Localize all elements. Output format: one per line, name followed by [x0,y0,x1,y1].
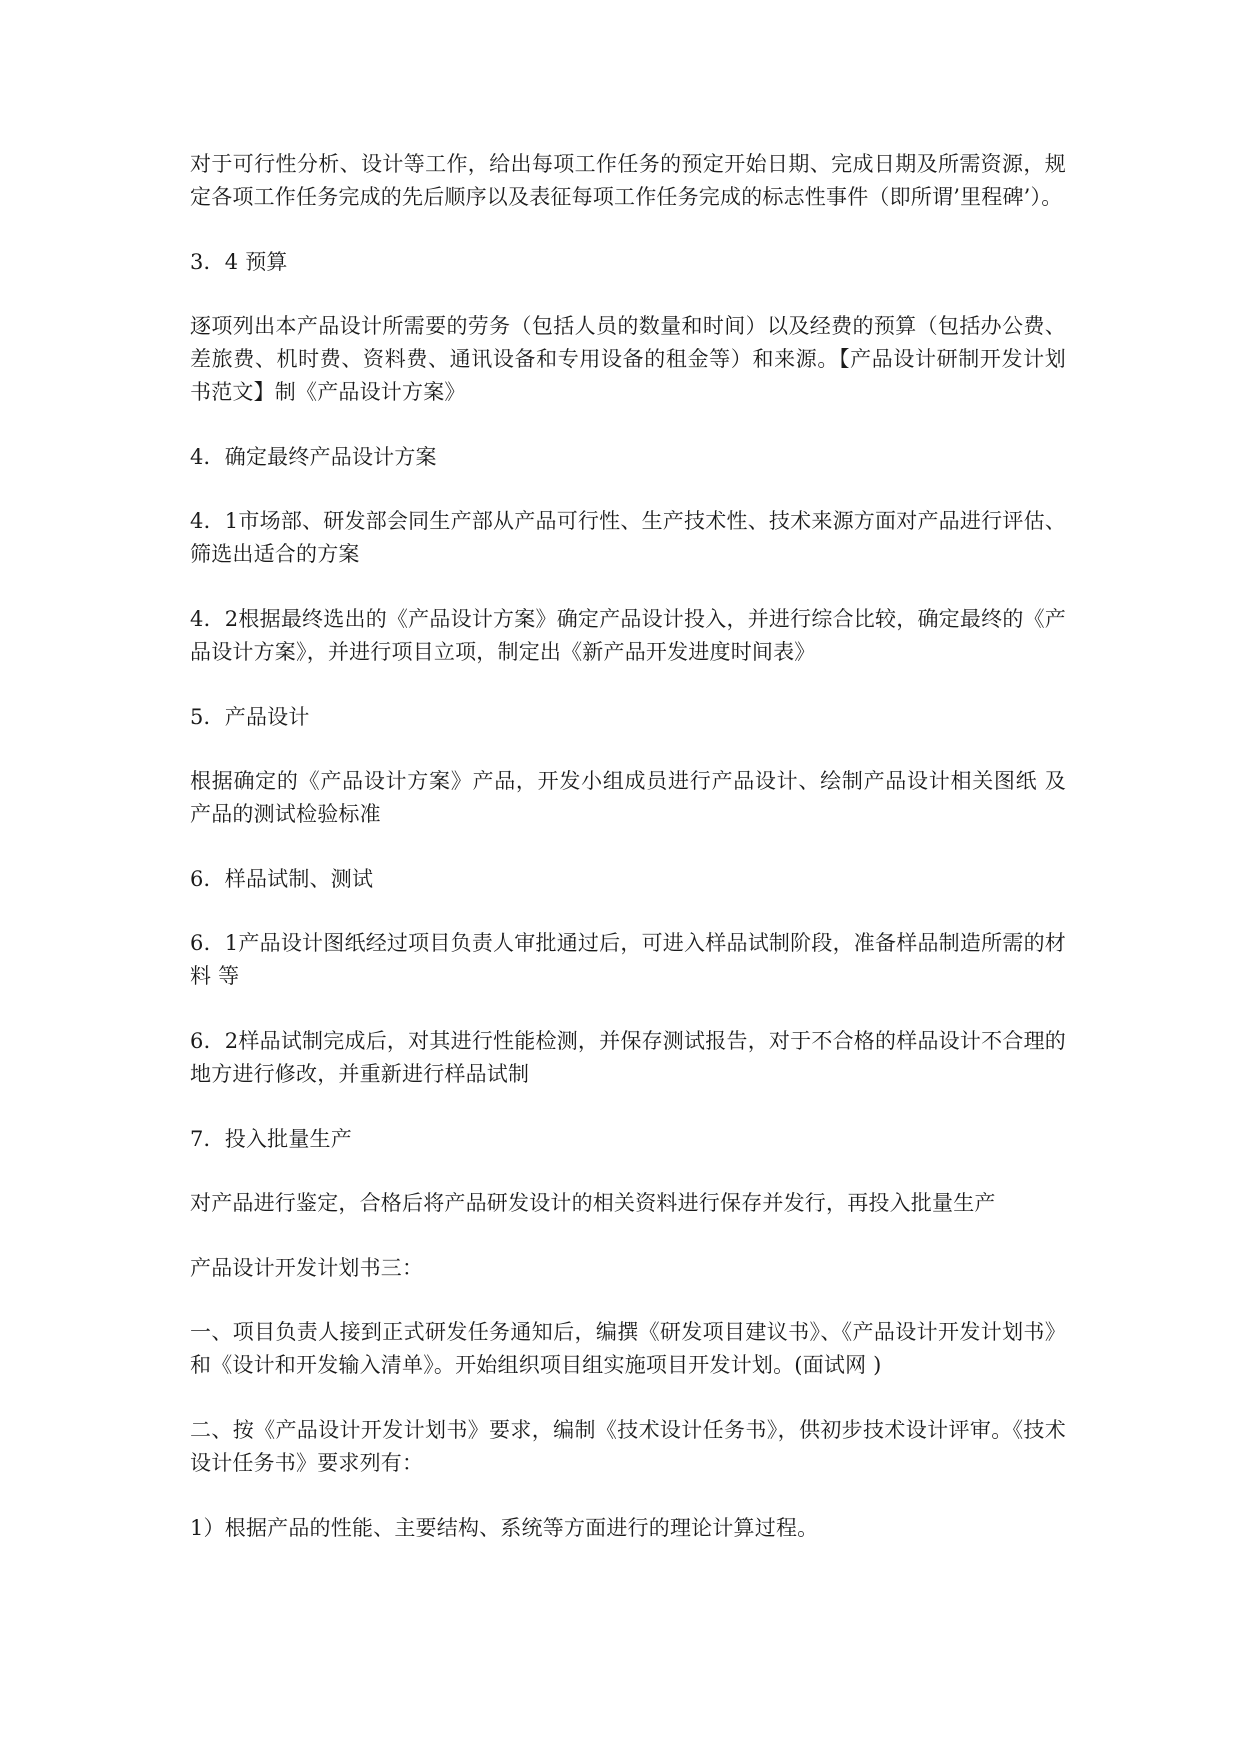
paragraph-budget: 逐项列出本产品设计所需要的劳务（包括人员的数量和时间）以及经费的预算（包括办公费、差旅费、机时费、资料费、通讯设备和专用设备的租金等）和来源。【产品设计研制开发计划书范文】制《产品设计方案》 [190,314,1066,404]
paragraph-6-1: 6．1产品设计图纸经过项目负责人审批通过后，可进入样品试制阶段，准备样品制造所需的材料 等 [190,931,1066,988]
heading-plan-three: 产品设计开发计划书三： [190,1256,424,1280]
heading-7-mass-production: 7．投入批量生产 [190,1127,352,1151]
heading-5-product-design: 5．产品设计 [190,705,310,729]
heading-3-4-budget: 3．4 预算 [190,250,288,274]
paragraph-5: 根据确定的《产品设计方案》产品，开发小组成员进行产品设计、绘制产品设计相关图纸 及产品的测试检验标准 [190,769,1066,826]
paragraph-sub-item-1: 1）根据产品的性能、主要结构、系统等方面进行的理论计算过程。 [190,1516,819,1540]
paragraph-6-2: 6．2样品试制完成后，对其进行性能检测，并保存测试报告，对于不合格的样品设计不合理的地方进行修改，并重新进行样品试制 [190,1029,1066,1086]
heading-6-sample-trial: 6．样品试制、测试 [190,867,374,891]
paragraph-4-1: 4．1市场部、研发部会同生产部从产品可行性、生产技术性、技术来源方面对产品进行评估、筛选出适合的方案 [190,509,1066,566]
paragraph-7: 对产品进行鉴定，合格后将产品研发设计的相关资料进行保存并发行，再投入批量生产 [190,1191,996,1215]
paragraph-item-two: 二、按《产品设计开发计划书》要求，编制《技术设计任务书》，供初步技术设计评审。《技术设计任务书》要求列有： [190,1418,1066,1475]
paragraph-item-one: 一、项目负责人接到正式研发任务通知后，编撰《研发项目建议书》、《产品设计开发计划书》和《设计和开发输入清单》。开始组织项目组实施项目开发计划。(面试网 ) [190,1320,1066,1377]
paragraph-schedule: 对于可行性分析、设计等工作，给出每项工作任务的预定开始日期、完成日期及所需资源，规定各项工作任务完成的先后顺序以及表征每项工作任务完成的标志性事件（即所谓’里程碑’）。 [190,152,1066,209]
heading-4-final-plan: 4．确定最终产品设计方案 [190,445,437,469]
paragraph-4-2: 4．2根据最终选出的《产品设计方案》确定产品设计投入，并进行综合比较，确定最终的《产品设计方案》，并进行项目立项，制定出《新产品开发进度时间表》 [190,607,1066,664]
document-body [190,148,1066,1577]
